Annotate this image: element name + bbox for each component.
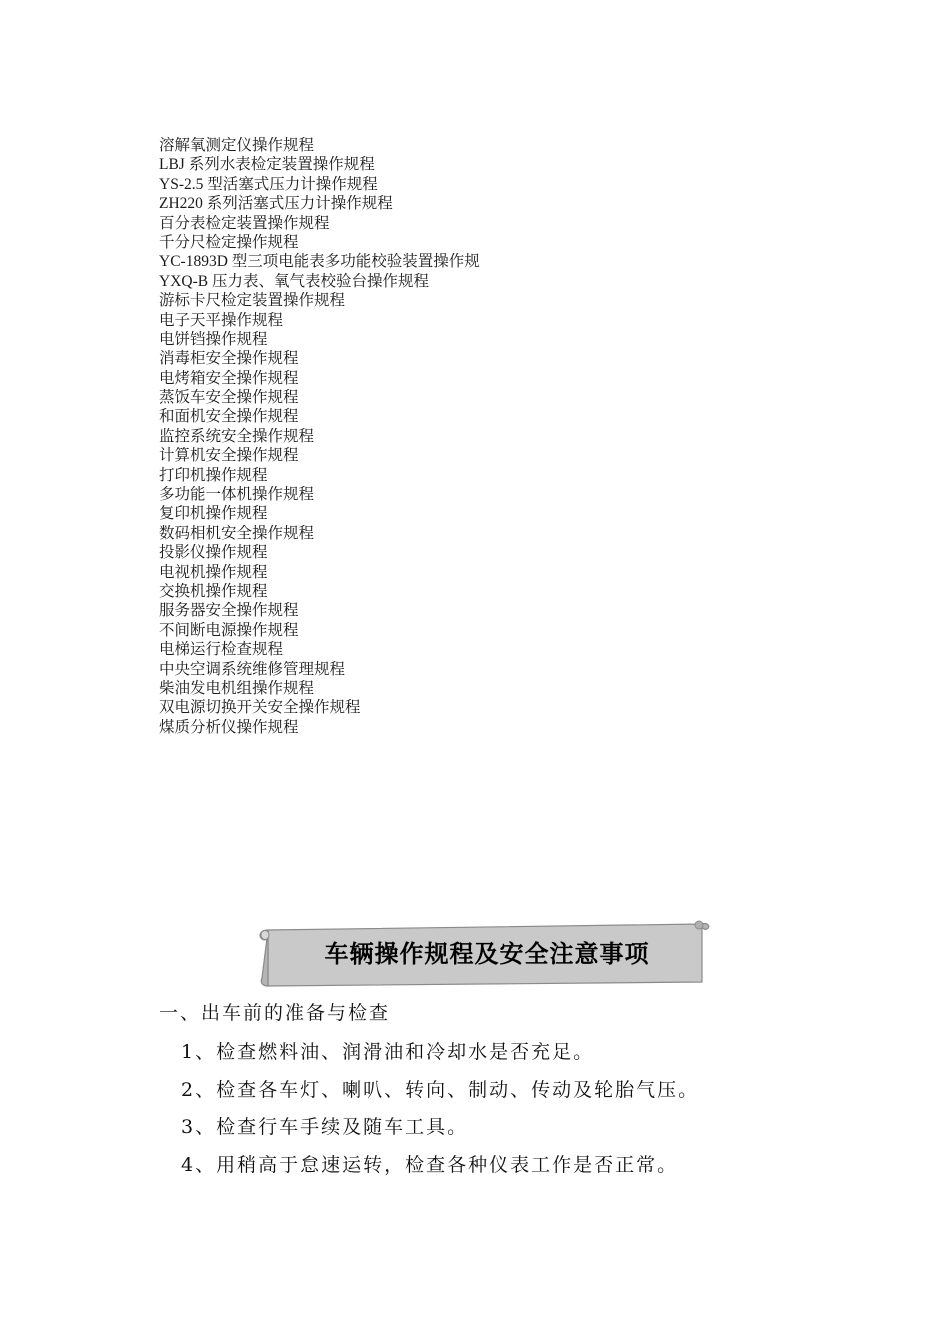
banner-title: 车辆操作规程及安全注意事项 [324,939,650,968]
checklist-item: 3、检查行车手续及随车工具。 [181,1116,469,1138]
checklist-item: 2、检查各车灯、喇叭、转向、制动、传动及轮胎气压。 [181,1078,700,1101]
procedure-list-item: ZH220 系列活塞式压力计操作规程 [159,195,393,213]
procedure-list-item: 投影仪操作规程 [159,544,268,562]
procedure-list-item: LBJ 系列水表检定装置操作规程 [159,156,375,174]
procedure-list-item: 监控系统安全操作规程 [159,427,315,445]
procedure-list-item: 中央空调系统维修管理规程 [159,660,346,678]
procedure-list-item: 电子天平操作规程 [159,311,284,329]
procedure-list-item: 复印机操作规程 [159,505,268,523]
procedure-list-item: 多功能一体机操作规程 [159,486,315,504]
section-heading: 一、出车前的准备与检查 [159,1002,391,1024]
procedure-list-item: 双电源切换开关安全操作规程 [159,699,361,717]
checklist-item: 1、检查燃料油、润滑油和冷却水是否充足。 [181,1041,595,1063]
procedure-list-item: 千分尺检定操作规程 [159,233,299,251]
procedure-list-item: YC-1893D 型三项电能表多功能校验装置操作规 [159,253,480,271]
procedure-list-item: 电烤箱安全操作规程 [159,369,299,387]
pre-departure-checklist [181,1039,699,1189]
procedure-list-item: 不间断电源操作规程 [159,621,299,639]
procedure-list-item: 溶解氧测定仪操作规程 [159,137,315,154]
procedure-list-item: 数码相机安全操作规程 [159,524,315,542]
procedure-list-item: 电梯运行检查规程 [159,641,284,659]
procedure-list-item: 电视机操作规程 [159,563,268,581]
procedure-list-item: 计算机安全操作规程 [159,447,299,465]
procedure-list-item: 服务器安全操作规程 [159,602,299,620]
procedure-list-item: YS-2.5 型活塞式压力计操作规程 [159,175,378,193]
procedure-list-item: 打印机操作规程 [159,466,268,484]
procedure-list-item: 交换机操作规程 [159,582,268,600]
procedure-list-item: 游标卡尺检定装置操作规程 [159,292,346,310]
procedure-list-item: 电饼铛操作规程 [159,330,268,348]
checklist-item: 4、用稍高于怠速运转，检查各种仪表工作是否正常。 [181,1153,679,1176]
procedure-list-item: 蒸饭车安全操作规程 [159,389,299,407]
procedure-list [159,136,480,737]
procedure-list-item: 百分表检定装置操作规程 [159,214,330,232]
title-scroll-banner [256,918,710,990]
procedure-list-item: 消毒柜安全操作规程 [159,350,299,368]
procedure-list-item: 柴油发电机组操作规程 [159,679,315,697]
procedure-list-item: 和面机安全操作规程 [159,408,299,426]
procedure-list-item: YXQ-B 压力表、氧气表校验台操作规程 [159,272,429,290]
scroll-left-roll [261,931,269,940]
procedure-list-item: 煤质分析仪操作规程 [159,718,299,736]
scroll-right-roll [695,921,703,929]
